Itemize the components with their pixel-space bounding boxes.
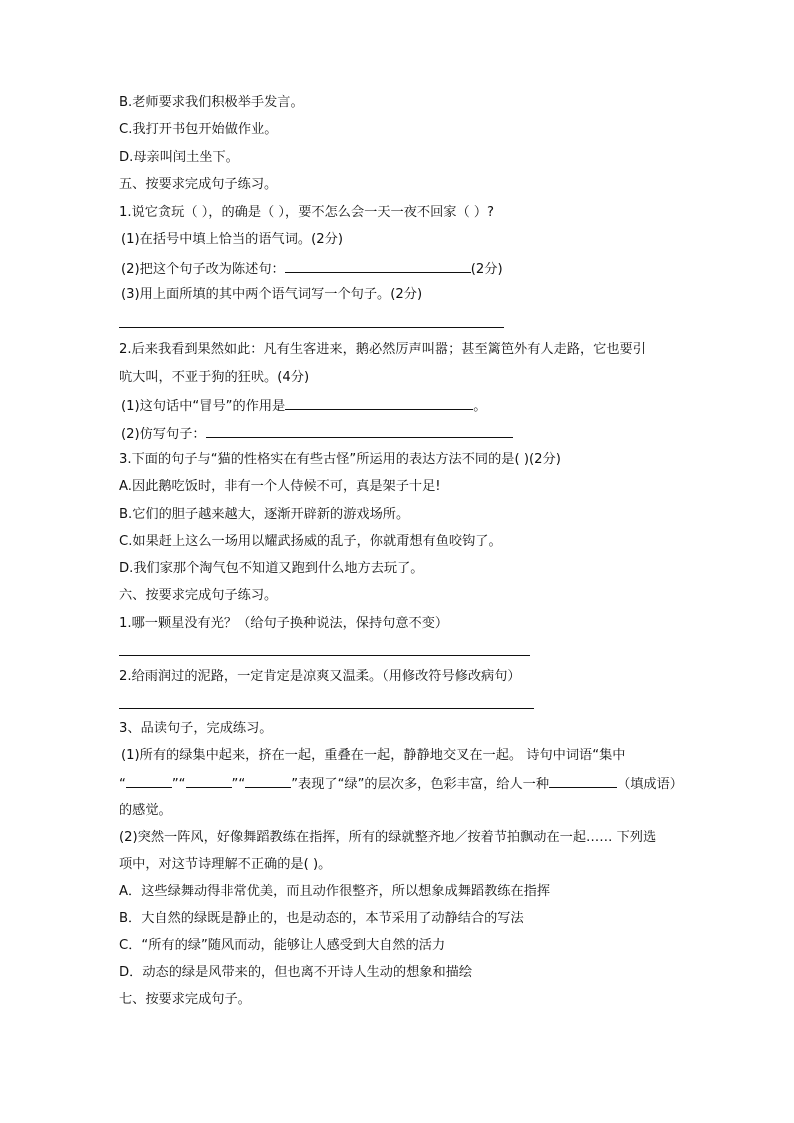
poem-option-b: B．大自然的绿既是静止的，也是动态的，本节采用了动静结合的写法	[119, 911, 524, 926]
sub-question-3: (3)用上面所填的其中两个语气词写一个句子。(2分)	[121, 287, 423, 302]
answer-blank[interactable]	[245, 774, 291, 788]
answer-blank[interactable]	[285, 259, 471, 273]
sub-question-colon	[121, 396, 486, 416]
sub-question-imitate	[121, 424, 513, 444]
quote-mark: “	[119, 777, 126, 792]
poem-option-d: D．动态的绿是风带来的，但也离不开诗人生动的想象和描绘	[119, 965, 473, 980]
question-2-text-cont: 吭大叫，不亚于狗的狂吠。(4分)	[119, 370, 310, 385]
option-b-speaking: B.老师要求我们积极举手发言。	[119, 95, 304, 110]
answer-line[interactable]	[119, 708, 534, 709]
answer-blank[interactable]	[206, 424, 513, 438]
question-2-text: 2.后来我看到果然如此：凡有生客进来，鹅必然厉声叫嚣；甚至篱笆外有人走路，它也要引	[119, 342, 646, 357]
sub-question-1: (1)在括号中填上恰当的语气词。(2分)	[121, 232, 343, 247]
answer-blank[interactable]	[126, 774, 172, 788]
section-seven-heading: 七、按要求完成句子。	[119, 992, 251, 1007]
sub-question-colon-text: (1)这句话中“冒号”的作用是	[121, 399, 286, 414]
poem-question-1-end: 的感觉。	[119, 803, 172, 818]
sub-question-2	[121, 259, 503, 279]
section-six-q3-heading: 3、品读句子，完成练习。	[119, 721, 273, 736]
poem-question-1-mid: ”表现了“绿”的层次多，色彩丰富，给人一种	[291, 777, 550, 792]
poem-option-a: A．这些绿舞动得非常优美，而且动作很整齐，所以想象成舞蹈教练在指挥	[119, 884, 551, 899]
idiom-hint: （填成语）	[617, 777, 683, 792]
option-a-goose: A.因此鹅吃饭时，非有一个人侍候不可，真是架子十足!	[119, 479, 441, 494]
quote-mark: ”“	[171, 777, 186, 792]
section-six-q2: 2.给雨润过的泥路，一定肯定是凉爽又温柔。（用修改符号修改病句）	[119, 669, 521, 684]
option-c-fish: C.如果赶上这么一场用以耀武扬威的乱子，你就甭想有鱼咬钩了。	[119, 534, 502, 549]
question-3-text: 3.下面的句子与“猫的性格实在有些古怪”所运用的表达方法不同的是( )(2分)	[119, 452, 561, 467]
poem-option-c: C．“所有的绿”随风而动，能够让人感受到大自然的活力	[119, 938, 446, 953]
option-d-naughty: D.我们家那个淘气包不知道又跑到什么地方去玩了。	[119, 561, 424, 576]
answer-blank[interactable]	[186, 774, 232, 788]
section-six-q1: 1.哪一颗星没有光？（给句子换种说法，保持句意不变）	[119, 616, 449, 631]
section-six-heading: 六、按要求完成句子练习。	[119, 588, 278, 603]
option-b-playground: B.它们的胆子越来越大，逐渐开辟新的游戏场所。	[119, 507, 410, 522]
poem-question-2-cont: 项中，对这节诗理解不正确的是( )。	[119, 857, 332, 872]
poem-question-1: (1)所有的绿集中起来，挤在一起，重叠在一起，静静地交叉在一起。 诗句中词语“集中	[121, 748, 626, 763]
answer-line[interactable]	[119, 327, 504, 328]
section-five-heading: 五、按要求完成句子练习。	[119, 177, 278, 192]
poem-question-2: (2)突然一阵风，好像舞蹈教练在指挥，所有的绿就整齐地／按着节拍飘动在一起…… 下列选	[119, 830, 657, 845]
answer-blank[interactable]	[285, 396, 473, 410]
period-mark: 。	[473, 399, 487, 414]
option-c-homework: C.我打开书包开始做作业。	[119, 122, 278, 137]
idiom-blank[interactable]	[549, 774, 617, 788]
sub-question-2-text: (2)把这个句子改为陈述句：	[121, 262, 285, 277]
sub-question-2-score: (2分)	[470, 262, 503, 277]
poem-question-1-blanks	[119, 774, 683, 794]
quote-mark: ”“	[231, 777, 246, 792]
question-1-sentence: 1.说它贪玩（ ），的确是（ ），要不怎么会一天一夜不回家（ ）?	[119, 205, 495, 220]
answer-line[interactable]	[119, 655, 530, 656]
sub-question-imitate-text: (2)仿写句子：	[121, 427, 206, 442]
option-d-runtu: D.母亲叫闰土坐下。	[119, 150, 239, 165]
